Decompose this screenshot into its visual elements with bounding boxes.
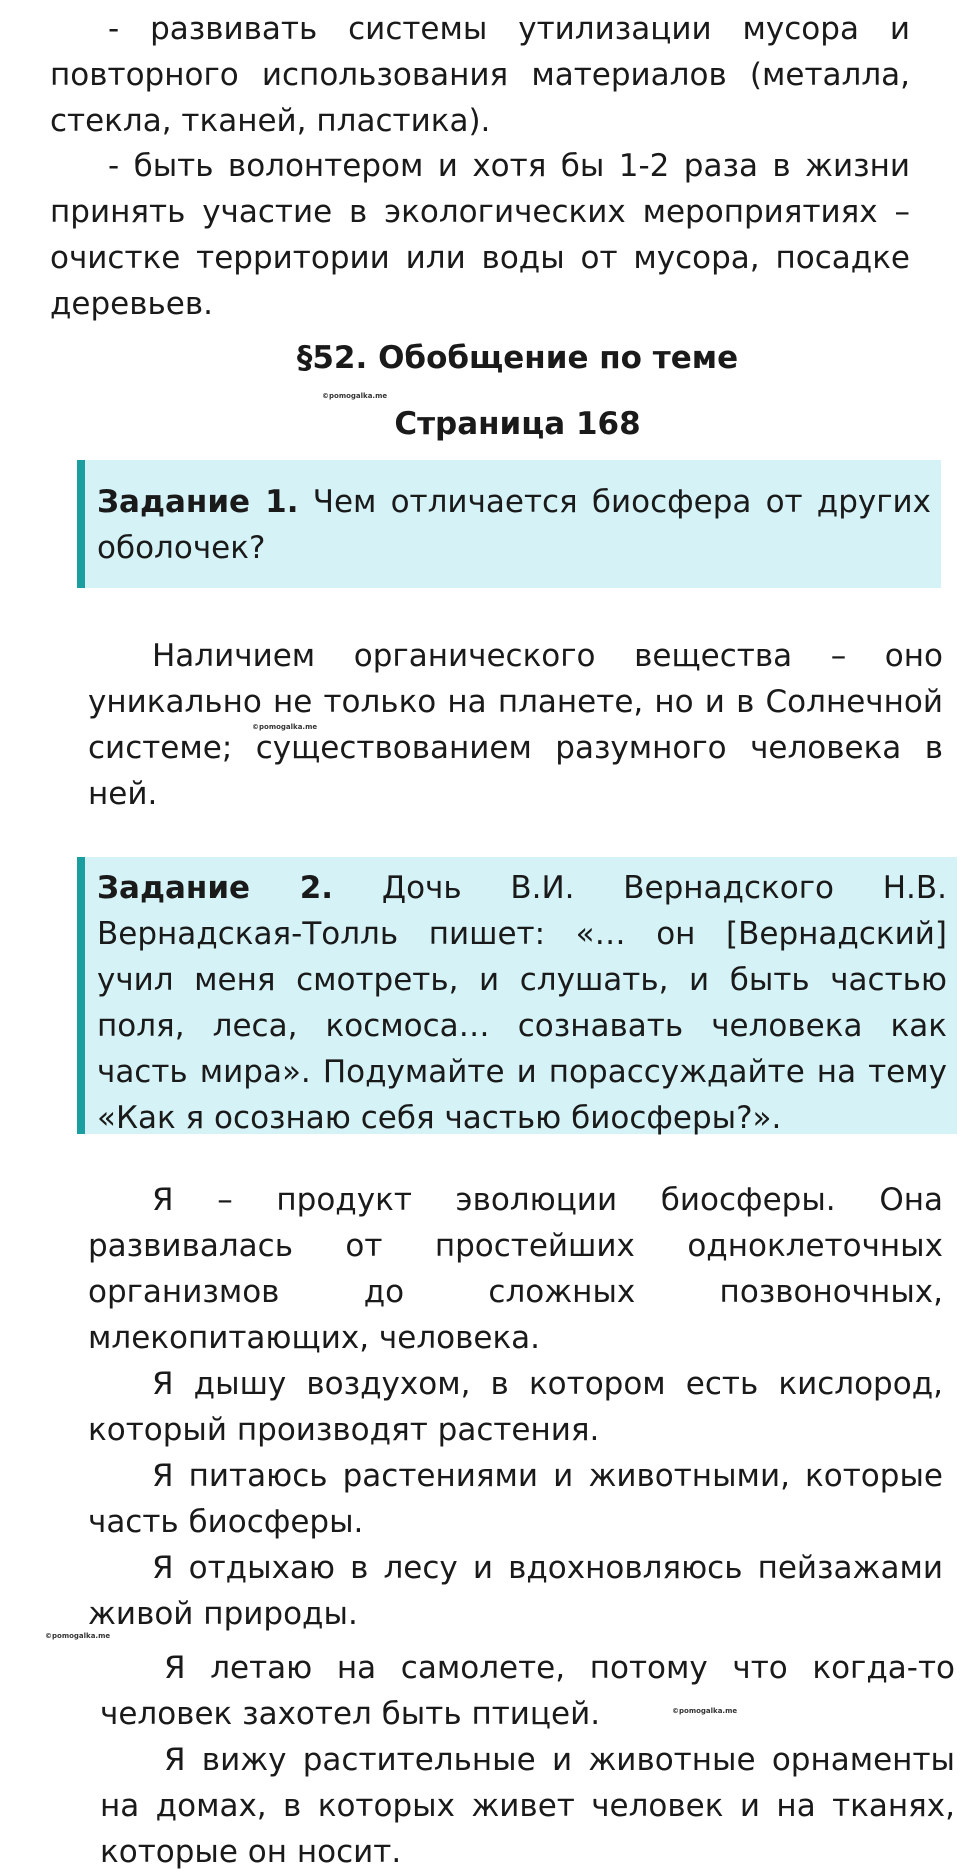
answer-1: Наличием органического вещества – оно уникально не только на планете, но и в Солнечной системе; существованием разумного человека в ней. <box>88 638 943 812</box>
answer-2-paragraph-1: Я – продукт эволюции биосферы. Она развивалась от простейших одноклеточных организмов до сложных позвоночных, млекопитающих, человека. <box>88 1182 943 1356</box>
task-1-box <box>77 460 941 588</box>
watermark: ©pomogalka.me <box>672 1707 738 1715</box>
watermark: ©pomogalka.me <box>45 1632 111 1640</box>
answer-2-paragraph-4: Я отдыхаю в лесу и вдохновляюсь пейзажами живой природы. <box>88 1550 943 1632</box>
answer-2-paragraph-2: Я дышу воздухом, в котором есть кислород, который производят растения. <box>88 1366 943 1448</box>
task-1-text <box>97 479 931 571</box>
task-2-label: Задание 2. <box>97 870 334 906</box>
task-2-box <box>77 857 957 1134</box>
section-title: §52. Обобщение по теме <box>296 340 739 376</box>
top-paragraph-1: - развивать системы утилизации мусора и повторного использования материалов (металла, стекла, тканей, пластика). <box>50 11 910 139</box>
top-paragraph-2: - быть волонтером и хотя бы 1-2 раза в жизни принять участие в экологических мероприятиях – очистке территории или воды от мусора, посадке деревьев. <box>50 148 910 322</box>
answer-2-paragraph-5: Я летаю на самолете, потому что когда-то человек захотел быть птицей. <box>100 1650 955 1732</box>
answer-2-paragraph-3: Я питаюсь растениями и животными, которые часть биосферы. <box>88 1458 943 1540</box>
task-2-text <box>97 865 947 1141</box>
watermark: ©pomogalka.me <box>252 723 318 731</box>
task-1-question: Чем отличается биосфера от других оболочек? <box>97 484 931 566</box>
page-title: Страница 168 <box>394 406 641 442</box>
task-2-question: Дочь В.И. Вернадского Н.В. Вернадская-Толль пишет: «… он [Вернадский] учил меня смотреть, и слушать, и быть частью поля, леса, космоса… сознавать человека как часть мира». Подумайте и порассуждайте на тему «Как я осознаю себя частью биосферы?». <box>97 870 947 1136</box>
watermark: ©pomogalka.me <box>322 392 388 400</box>
task-1-label: Задание 1. <box>97 484 299 520</box>
answer-2-paragraph-6: Я вижу растительные и животные орнаменты на домах, в которых живет человек и на тканях, которые он носит. <box>100 1742 955 1870</box>
